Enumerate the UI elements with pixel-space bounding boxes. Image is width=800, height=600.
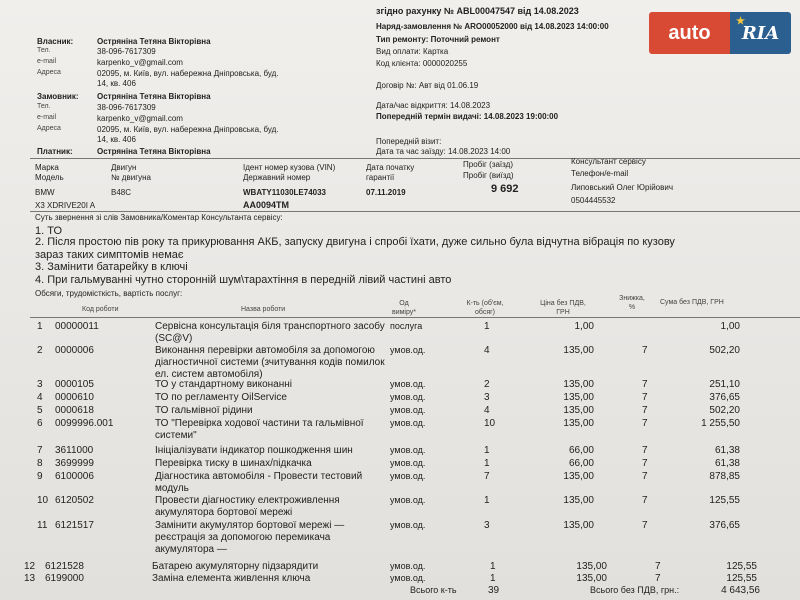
row-discount: 7 — [642, 445, 648, 456]
row-discount: 7 — [655, 561, 661, 572]
invoice-ref: згідно рахунку № ABL00047547 від 14.08.2023 — [376, 6, 579, 16]
request-line: 2. Після простою пів року та прикурювання АКБ, запуску двигуна і спробі їхати, дуже сильно була відчутна вібрація по кузову — [35, 236, 675, 248]
request-line: зараз таких симптомів немає — [35, 249, 184, 261]
row-discount: 7 — [655, 573, 661, 584]
owner-tel-label: Тел. — [37, 47, 51, 54]
row-qty: 3 — [484, 392, 490, 403]
total-sum: 4 643,56 — [721, 585, 760, 596]
customer-name: Остряніна Тетяна Вікторівна — [97, 92, 211, 101]
row-qty: 1 — [484, 321, 490, 332]
row-name: Ініціалізувати індикатор пошкодження шин — [155, 445, 353, 456]
row-price: 135,00 — [563, 379, 594, 390]
th-unit: Од виміру* — [391, 300, 417, 316]
total-count: 39 — [488, 585, 500, 596]
row-number: 12 — [24, 561, 36, 572]
owner-addr-1: 02095, м. Київ, вул. набережна Дніпровська, буд. — [97, 69, 279, 78]
row-sum: 125,55 — [726, 561, 757, 572]
row-code: 6121517 — [55, 520, 94, 531]
request-title: Суть звернення зі слів Замовника/Коментар Консультанта сервісу: — [35, 213, 283, 222]
vh-model: Модель — [35, 173, 64, 182]
vh-vin: Ідент номер кузова (VIN) — [243, 163, 336, 172]
row-number: 3 — [37, 379, 43, 390]
customer-email: karpenko_v@gmail.com — [97, 114, 183, 123]
row-number: 8 — [37, 458, 43, 469]
logo-ria-text: RIA — [741, 22, 780, 44]
row-code: 0000006 — [55, 345, 94, 356]
row-name: Замінити акумулятор бортової мережі — реєстрація за допомогою перемикача акумулятора — — [155, 520, 345, 555]
row-sum: 125,55 — [726, 573, 757, 584]
th-sum: Сума без ПДВ, ГРН — [660, 299, 724, 306]
row-name: ТО "Перевірка ходової частини та гальмівної системи" — [155, 418, 364, 441]
previous-visit: Попередній візит: — [376, 137, 442, 146]
row-price: 135,00 — [563, 495, 594, 506]
row-unit: умов.од. — [390, 458, 426, 468]
th-code: Код роботи — [82, 306, 119, 313]
row-sum: 125,55 — [709, 495, 740, 506]
total-count-label: Всього к-ть — [410, 585, 457, 595]
star-icon: ★ — [736, 16, 745, 27]
row-code: 0000610 — [55, 392, 94, 403]
row-discount: 7 — [642, 471, 648, 482]
vh-engine: Двигун — [111, 163, 137, 172]
row-number: 6 — [37, 418, 43, 429]
row-name: ТО у стандартному виконанні — [155, 379, 293, 390]
vehicle-model: X3 XDRIVE20I A — [35, 201, 96, 210]
customer-role: Замовник: — [37, 92, 79, 101]
customer-addr-label: Адреса — [37, 125, 61, 132]
vh-plate: Державний номер — [243, 173, 311, 182]
row-number: 9 — [37, 471, 43, 482]
row-code: 00000011 — [55, 321, 99, 332]
customer-tel: 38-096-7617309 — [97, 103, 156, 112]
row-qty: 3 — [484, 520, 490, 531]
row-sum: 1,00 — [720, 321, 740, 332]
row-unit: умов.од. — [390, 445, 426, 455]
vh-start: Дата початку — [366, 163, 415, 172]
row-code: 3611000 — [55, 445, 94, 456]
row-price: 135,00 — [576, 573, 607, 584]
row-code: 6100006 — [55, 471, 94, 482]
logo-ria-part — [730, 12, 791, 54]
row-qty: 7 — [484, 471, 490, 482]
logo-auto-part: auto — [649, 12, 730, 54]
row-price: 135,00 — [563, 405, 594, 416]
row-price: 66,00 — [568, 445, 594, 456]
autoria-logo[interactable] — [649, 12, 791, 54]
vehicle-make: BMW — [35, 188, 55, 197]
row-unit: умов.од. — [390, 520, 426, 530]
divider — [30, 211, 800, 212]
row-unit: послуга — [390, 321, 423, 331]
row-unit: умов.од. — [390, 471, 426, 481]
row-number: 7 — [37, 445, 43, 456]
request-line: 1. ТО — [35, 225, 63, 237]
divider — [30, 158, 800, 159]
contract-number: Договір №: Авт від 01.06.19 — [376, 81, 479, 90]
row-unit: умов.од. — [390, 561, 426, 571]
th-qty: К-ть (об'єм, обсяг) — [466, 300, 504, 316]
customer-addr-1: 02095, м. Київ, вул. набережна Дніпровська, буд. — [97, 125, 279, 134]
row-number: 2 — [37, 345, 43, 356]
row-code: 0000105 — [55, 379, 94, 390]
vehicle-plate: AA0094TM — [243, 200, 290, 210]
row-code: 6120502 — [55, 495, 94, 506]
table-caption: Обсяги, трудомісткість, вартість послуг: — [35, 289, 183, 298]
row-unit: умов.од. — [390, 345, 426, 355]
row-price: 1,00 — [574, 321, 594, 332]
row-code: 6199000 — [45, 573, 84, 584]
owner-addr-2: 14, кв. 406 — [97, 79, 136, 88]
opened-datetime: Дата/час відкриття: 14.08.2023 — [376, 101, 491, 110]
row-code: 6121528 — [45, 561, 84, 572]
arrival-datetime: Дата та час заїзду: 14.08.2023 14:00 — [376, 147, 511, 156]
row-qty: 1 — [484, 445, 490, 456]
row-name: Батарею акумуляторну підзарядити — [152, 561, 319, 572]
row-code: 3699999 — [55, 458, 94, 469]
owner-email-label: e-mail — [37, 58, 57, 65]
row-price: 135,00 — [563, 345, 594, 356]
repair-type: Тип ремонту: Поточний ремонт — [376, 35, 500, 44]
owner-role: Власник: — [37, 37, 74, 46]
row-name: Провести діагностику електроживлення акумулятора бортової мережі — [155, 495, 340, 518]
row-name: ТО гальмівної рідини — [155, 405, 253, 416]
row-sum: 502,20 — [709, 345, 740, 356]
row-number: 4 — [37, 392, 43, 403]
row-qty: 10 — [484, 418, 496, 429]
owner-name: Остряніна Тетяна Вікторівна — [97, 37, 211, 46]
vh-mileage-in: Пробіг (заїзд) — [463, 160, 513, 169]
row-price: 135,00 — [563, 471, 594, 482]
row-discount: 7 — [642, 495, 648, 506]
row-price: 135,00 — [563, 418, 594, 429]
owner-email: karpenko_v@gmail.com — [97, 58, 183, 67]
row-discount: 7 — [642, 458, 648, 469]
request-line: 4. При гальмуванні чутно сторонній шум\тарахтіння в передній лівий частині авто — [35, 274, 452, 286]
row-number: 5 — [37, 405, 43, 416]
row-sum: 251,10 — [709, 379, 740, 390]
row-name: Діагностика автомобіля - Провести тестовий модуль — [155, 471, 363, 494]
row-qty: 4 — [484, 345, 490, 356]
row-sum: 61,38 — [714, 458, 740, 469]
vh-mileage-out: Пробіг (виїзд) — [463, 171, 514, 180]
row-unit: умов.од. — [390, 495, 426, 505]
payer-role: Платник: — [37, 147, 73, 156]
row-discount: 7 — [642, 520, 648, 531]
row-sum: 376,65 — [709, 392, 740, 403]
customer-tel-label: Тел. — [37, 103, 51, 110]
total-sum-label: Всього без ПДВ, грн.: — [590, 585, 680, 595]
row-price: 135,00 — [563, 392, 594, 403]
row-qty: 1 — [490, 573, 496, 584]
row-name: Сервісна консультація біля транспортного засобу (SC@V) — [155, 321, 385, 344]
row-discount: 7 — [642, 345, 648, 356]
row-unit: умов.од. — [390, 418, 426, 428]
row-name: Перевірка тиску в шинах/підкачка — [155, 458, 312, 469]
payer-name: Остряніна Тетяна Вікторівна — [97, 147, 211, 156]
row-qty: 1 — [490, 561, 496, 572]
vehicle-start-date: 07.11.2019 — [366, 188, 406, 197]
client-code: Код клієнта: 0000020255 — [376, 59, 468, 68]
th-discount: Знижка, % — [619, 295, 645, 311]
row-name: ТО по регламенту OilService — [155, 392, 287, 403]
row-code: 0099996.001 — [55, 418, 114, 429]
row-unit: умов.од. — [390, 379, 426, 389]
vh-consultant-tel: Телефон/e-mail — [571, 169, 629, 178]
row-sum: 502,20 — [709, 405, 740, 416]
row-sum: 61,38 — [714, 445, 740, 456]
row-qty: 2 — [484, 379, 490, 390]
row-name: Виконання перевірки автомобіля за допомогою діагностичної системи (зчитування кодів помилок ел. систем автомобіля) — [155, 345, 385, 380]
th-price: Ціна без ПДВ, ГРН — [540, 300, 586, 316]
row-qty: 1 — [484, 458, 490, 469]
consultant-name: Липовський Олег Юрійович — [571, 183, 673, 192]
vh-engine-no: № двигуна — [111, 173, 151, 182]
row-unit: умов.од. — [390, 405, 426, 415]
vehicle-engine: B48C — [111, 188, 132, 197]
row-sum: 1 255,50 — [701, 418, 740, 429]
row-number: 13 — [24, 573, 36, 584]
payment-type: Вид оплати: Картка — [376, 47, 449, 56]
row-number: 10 — [37, 495, 49, 506]
row-number: 1 — [37, 321, 43, 332]
vehicle-mileage: 9 692 — [491, 183, 519, 195]
table-header-divider — [30, 317, 800, 318]
due-datetime: Попередній термін видачі: 14.08.2023 19:00:00 — [376, 112, 559, 121]
request-line: 3. Замінити батарейку в ключі — [35, 261, 188, 273]
row-discount: 7 — [642, 392, 648, 403]
consultant-phone: 0504445532 — [571, 196, 616, 205]
row-price: 135,00 — [576, 561, 607, 572]
customer-email-label: e-mail — [37, 114, 57, 121]
vh-warranty: гарантії — [366, 173, 395, 182]
row-name: Заміна елемента живлення ключа — [152, 573, 311, 584]
row-code: 0000618 — [55, 405, 94, 416]
row-sum: 878,85 — [709, 471, 740, 482]
row-unit: умов.од. — [390, 573, 426, 583]
row-discount: 7 — [642, 405, 648, 416]
order-number: Наряд-замовлення № ARO00052000 від 14.08.2023 14:00:00 — [376, 22, 609, 31]
row-price: 135,00 — [563, 520, 594, 531]
vh-make: Марка — [35, 163, 59, 172]
row-sum: 376,65 — [709, 520, 740, 531]
row-qty: 1 — [484, 495, 490, 506]
customer-addr-2: 14, кв. 406 — [97, 135, 136, 144]
row-discount: 7 — [642, 418, 648, 429]
row-price: 66,00 — [568, 458, 594, 469]
row-qty: 4 — [484, 405, 490, 416]
row-number: 11 — [37, 520, 48, 531]
row-unit: умов.од. — [390, 392, 426, 402]
vh-consultant: Консультант сервісу — [571, 157, 646, 166]
row-discount: 7 — [642, 379, 648, 390]
owner-tel: 38-096-7617309 — [97, 47, 156, 56]
owner-addr-label: Адреса — [37, 69, 61, 76]
th-name: Назва роботи — [241, 306, 286, 313]
vehicle-vin: WBATY11030LE74033 — [243, 188, 327, 197]
